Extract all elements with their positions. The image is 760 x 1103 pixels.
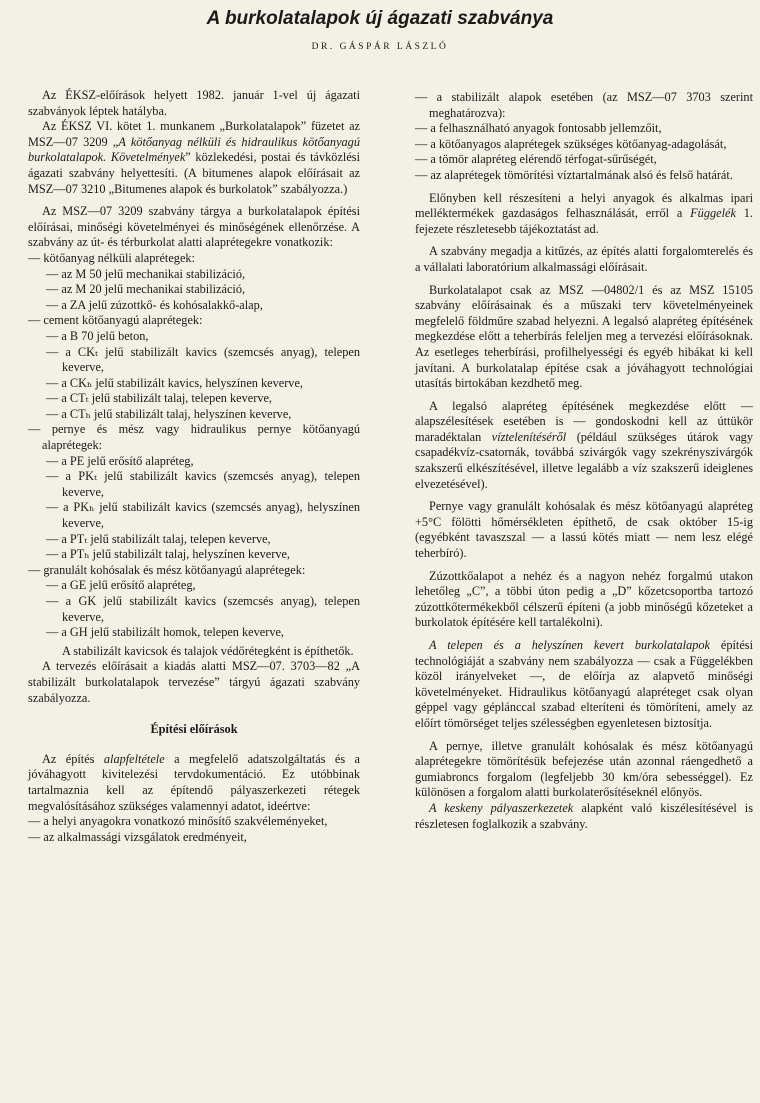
list-item: — cement kötőanyagú alaprétegek: bbox=[28, 313, 203, 328]
paragraph: A szabvány megadja a kitűzés, az építés alatti forgalomterelés és a vállalati laboratórium alkalmassági előírásait. bbox=[415, 244, 753, 274]
list-item: — a stabilizált alapok esetében (az MSZ—07 3703 szerint meghatározva): bbox=[415, 90, 753, 120]
paragraph: Burkolatalapot csak az MSZ —04802/1 és az MSZ 15105 szabvány előírásainak és a műszaki terv követelményeinek megfelelő földműre szabad helyezni. A legalsó alapréteg építésének megkezdése előtt a teherbírás feleljen meg a tervezési előírásoknak. Az esetleges teherbírási, profilhelyességi és egyéb hibákat ki kell javítani. A burkolatalap építése csak a jóváhagyott technológiai utasítás birtokában kezdhető meg. bbox=[415, 282, 753, 391]
list-item: — a PKₕ jelű stabilizált kavics (szemcsés anyag), helyszínen keverve, bbox=[46, 500, 360, 531]
list-item: — a ZA jelű zúzottkő- és kohósalakkő-alap, bbox=[46, 297, 263, 312]
text: a megfelelő adatszolgáltatás és a jóváhagyott kivitelezési tervdokumentáció. Ez utóbbinak tartalmaznia kell az építendő pályaszerkezeti rétegek megvalósításához szükséges valamennyi adatot, ideértve: bbox=[28, 751, 360, 813]
list-item: — a PTₜ jelű stabilizált talaj, telepen keverve, bbox=[46, 531, 271, 546]
paragraph: A tervezés előírásait a kiadás alatti MSZ—07. 3703—82 „A stabilizált burkolatalapok tervezése” tárgyú ágazati szabvány szabályozza. bbox=[28, 659, 360, 705]
paragraph bbox=[415, 801, 753, 832]
text: Előnyben kell részesíteni a helyi anyagok és alkalmas ipari melléktermékek gazdaságos felhasználását, erről a bbox=[415, 190, 753, 221]
article-author: DR. GÁSPÁR LÁSZLÓ bbox=[311, 42, 449, 52]
text: építési technológiáját a szabvány nem szabályozza — csak a Függelékben közöl irányelveket —, de előírja az alapvető minőségi követelményeket. Hidraulikus kötőanyagú alapréteget csak olyan géppel vagy géplánccal szabad elteríteni és tömöríteni, amely az előírt tömörséget teljes szélességben egyenletesen biztosítja. bbox=[415, 638, 753, 730]
list-item: — a PE jelű erősítő alapréteg, bbox=[46, 453, 194, 468]
paragraph bbox=[28, 752, 360, 814]
text: (például szükséges útárok vagy csapadékvíz-csatornák, továbbá szivárgók vagy szekrényszivárgók szakszerű elkészítésével, illetve legalább a víz szakszerű ideiglenes elvezetésével). bbox=[415, 429, 753, 491]
paragraph bbox=[415, 399, 753, 493]
italic-text: Függelék bbox=[690, 206, 736, 221]
italic-text: A telepen és a helyszínen kevert burkolatalapok bbox=[429, 638, 710, 652]
text: A legalsó alapréteg építésének megkezdése előtt — alapszélesítések esetében is — gondoskodni kell az úttükör maradéktalan bbox=[415, 398, 753, 444]
text: ” közlekedési, postai és távközlési ágazati szabvány helyettesíti. (A bitumenes alapok előírásait az MSZ—07 3210 „Bitumenes alapok és burkolatok” szabályozza.) bbox=[28, 150, 360, 196]
paragraph bbox=[28, 119, 360, 197]
article-title: A burkolatalapok új ágazati szabványa bbox=[206, 8, 554, 29]
paragraph: A pernye, illetve granulált kohósalak és mész kötőanyagú alaprétegekre tömörítésük befejezése után azonnal ráengedhető a gumiabroncs forgalom (legfeljebb 30 km/óra sebességgel). Ez különösen a forgalom alatti burkolaterősítéseknél előnyös. bbox=[415, 738, 753, 800]
list-item: — az alkalmassági vizsgálatok eredményeit, bbox=[28, 829, 247, 844]
paragraph: Az MSZ—07 3209 szabvány tárgya a burkolatalapok építési előírásai, minőségi követelményei és minőségének ellenőrzése. A szabvány az út- és térburkolat alatti alaprétegekre vonatkozik: bbox=[28, 204, 360, 250]
section-heading: Építési előírások bbox=[150, 722, 238, 737]
list-item: — az M 20 jelű mechanikai stabilizáció, bbox=[46, 282, 246, 297]
list-item: — a tömör alapréteg elérendő térfogat-sűrűségét, bbox=[415, 152, 657, 167]
paragraph: Zúzottkőalapot a nehéz és a nagyon nehéz forgalmú utakon lehetőleg „C”, a többi úton pedig a „D” kőzetcsoportba tartozó zúzottkőtermékekből célszerű építeni (a jobb minőségű kőzeteket a burkolatok építésére kell tartalékolni). bbox=[415, 568, 753, 630]
italic-text: A kötőanyag nélküli és hidraulikus kötőanyagú burkolatalapok. Követelmények bbox=[28, 134, 360, 165]
list-item: — a helyi anyagokra vonatkozó minősítő szakvéleményeket, bbox=[28, 814, 328, 829]
text: 1. fejezete részletesebb tájékoztatást ad. bbox=[415, 206, 753, 236]
list-item: — a GK jelű stabilizált kavics (szemcsés anyag), telepen keverve, bbox=[46, 594, 360, 624]
italic-text: A keskeny pályaszerkezetek bbox=[429, 800, 574, 815]
paragraph bbox=[415, 638, 753, 732]
list-item: — pernye és mész vagy hidraulikus pernye kötőanyagú alaprétegek: bbox=[28, 422, 360, 453]
list-item: — a GE jelű erősítő alapréteg, bbox=[46, 578, 196, 593]
paragraph: A stabilizált kavicsok és talajok védőrétegként is építhetők. bbox=[62, 643, 354, 658]
list-item: — a felhasználható anyagok fontosabb jellemzőit, bbox=[415, 121, 662, 136]
text: Az ÉKSZ VI. kötet 1. munkanem „Burkolatalapok” füzetet az MSZ—07 3209 „ bbox=[28, 119, 360, 149]
list-item: — a GH jelű stabilizált homok, telepen keverve, bbox=[46, 625, 285, 640]
list-item: — a CKₕ jelű stabilizált kavics, helyszínen keverve, bbox=[46, 375, 303, 390]
list-item: — az alaprétegek tömörítési víztartalmának alsó és felső határát. bbox=[415, 167, 733, 182]
list-item: — a CTₕ jelű stabilizált talaj, helyszínen keverve, bbox=[46, 406, 292, 421]
list-item: — a CKₜ jelű stabilizált kavics (szemcsés anyag), telepen keverve, bbox=[46, 344, 360, 375]
paragraph bbox=[415, 191, 753, 238]
text: Az építés bbox=[42, 751, 104, 766]
italic-text: víztelenítéséről bbox=[491, 429, 567, 444]
right-column bbox=[415, 90, 753, 832]
italic-text: alapfeltétele bbox=[103, 751, 165, 766]
list-item: — a kötőanyagos alaprétegek szükséges kötőanyag-adagolását, bbox=[415, 136, 727, 151]
list-item: — granulált kohósalak és mész kötőanyagú alaprétegek: bbox=[28, 562, 306, 577]
left-column bbox=[28, 88, 360, 845]
list-item: — az M 50 jelű mechanikai stabilizáció, bbox=[46, 266, 246, 281]
list-item: — a B 70 jelű beton, bbox=[46, 328, 149, 343]
list-item: — a PKₜ jelű stabilizált kavics (szemcsés anyag), telepen keverve, bbox=[46, 469, 360, 499]
list-item: — a PTₕ jelű stabilizált talaj, helyszínen keverve, bbox=[46, 547, 291, 562]
text: alapként való kiszélesítésével is részletesen foglalkozik a szabvány. bbox=[415, 800, 753, 831]
list-item: — a CTₜ jelű stabilizált talaj, telepen keverve, bbox=[46, 391, 272, 406]
paragraph: Az ÉKSZ-előírások helyett 1982. január 1-vel új ágazati szabványok léptek hatályba. bbox=[28, 88, 360, 118]
list-item: — kötőanyag nélküli alaprétegek: bbox=[28, 250, 195, 265]
paragraph: Pernye vagy granulált kohósalak és mész kötőanyagú alapréteg +5°C fölötti hőmérsékleten építhető, de csak október 15-ig (egyébként tavaszszal — a lassú kötés miatt — nem lesz elégé teherbíró). bbox=[415, 499, 753, 561]
